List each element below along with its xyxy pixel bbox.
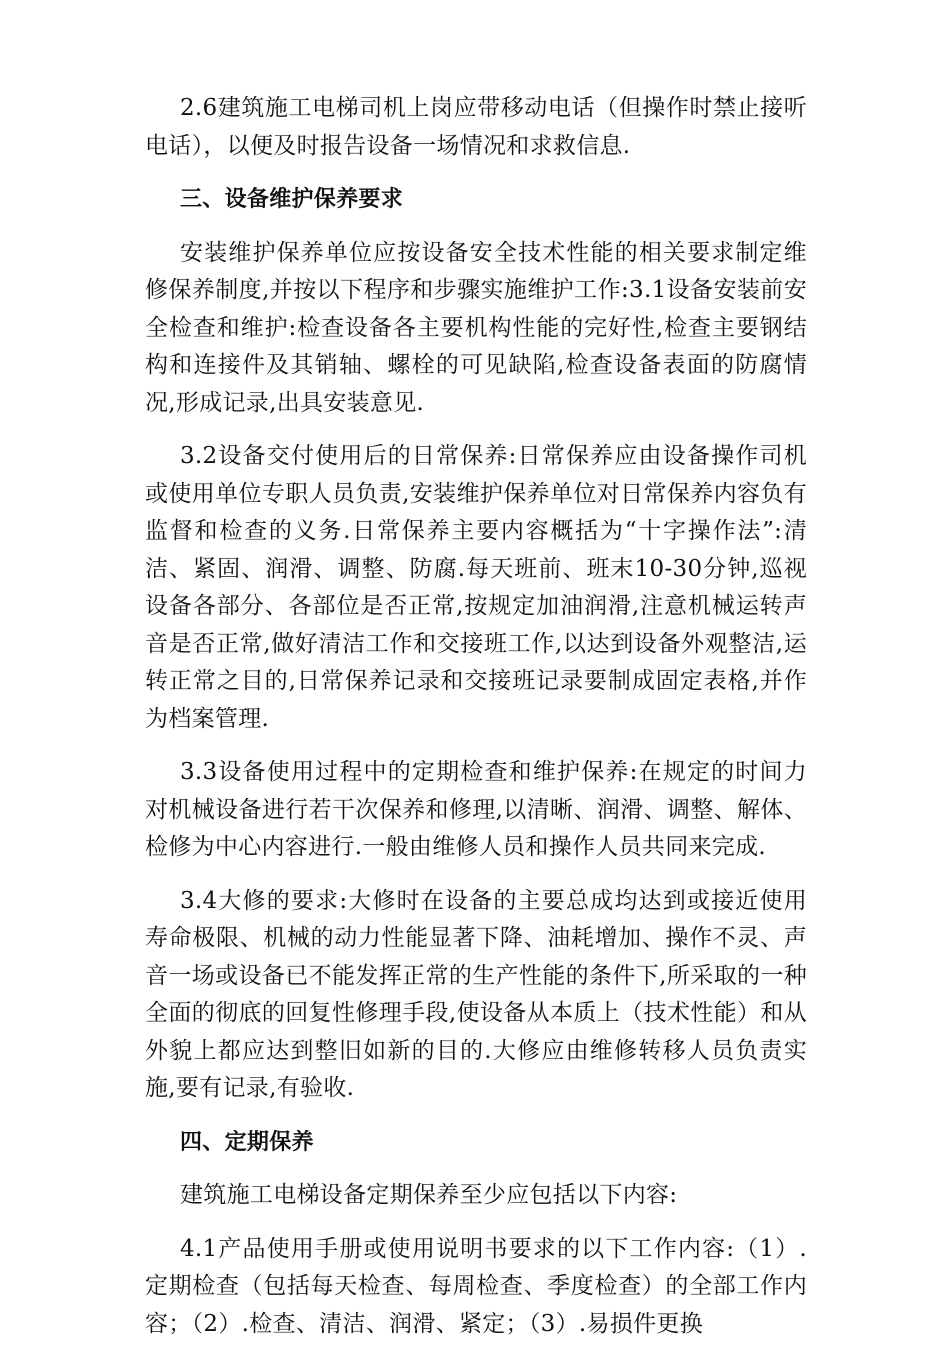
paragraph-3-2: 3.2设备交付使用后的日常保养:日常保养应由设备操作司机或使用单位专职人员负责,安装维护保养单位对日常保养内容负有监督和检查的义务.日常保养主要内容概括为“十字操作法”:清洁、紧固、润滑、调整、防腐.每天班前、班末10-30分钟,巡视设备各部分、各部位是否正常,按规定加油润滑,注意机械运转声音是否正常,做好清洁工作和交接班工作,以达到设备外观整洁,运转正常之目的,日常保养记录和交接班记录要制成固定表格,并作为档案管理.	[145, 443, 807, 732]
paragraph-3-4: 3.4大修的要求:大修时在设备的主要总成均达到或接近使用寿命极限、机械的动力性能显著下降、油耗增加、操作不灵、声音一场或设备已不能发挥正常的生产性能的条件下,所采取的一种全面的彻底的回复性修理手段,使设备从本质上（技术性能）和从外貌上都应达到整旧如新的目的.大修应由维修转移人员负责实施,要有记录,有验收.	[145, 887, 807, 1101]
section-heading-4: 四、定期保养	[180, 1129, 314, 1155]
paragraph-4-intro: 建筑施工电梯设备定期保养至少应包括以下内容:	[180, 1182, 678, 1208]
paragraph-4-1: 4.1产品使用手册或使用说明书要求的以下工作内容:（1）.定期检查（包括每天检查、每周检查、季度检查）的全部工作内容；（2）.检查、清洁、润滑、紧定；（3）.易损件更换	[145, 1235, 807, 1337]
document-page	[145, 90, 807, 1359]
section-heading-3: 三、设备维护保养要求	[180, 187, 404, 212]
paragraph-2-6: 2.6建筑施工电梯司机上岗应带移动电话（但操作时禁止接听电话），以便及时报告设备一场情况和求救信息.	[145, 95, 807, 159]
paragraph-3-3: 3.3设备使用过程中的定期检查和维护保养:在规定的时间力对机械设备进行若干次保养和修理,以清晰、润滑、调整、解体、检修为中心内容进行.一般由维修人员和操作人员共同来完成.	[145, 759, 807, 860]
paragraph-3-intro: 安装维护保养单位应按设备安全技术性能的相关要求制定维修保养制度,并按以下程序和步骤实施维护工作:3.1设备安装前安全检查和维护:检查设备各主要机构性能的完好性,检查主要钢结构和连接件及其销轴、螺栓的可见缺陷,检查设备表面的防腐情况,形成记录,出具安装意见.	[145, 239, 807, 416]
